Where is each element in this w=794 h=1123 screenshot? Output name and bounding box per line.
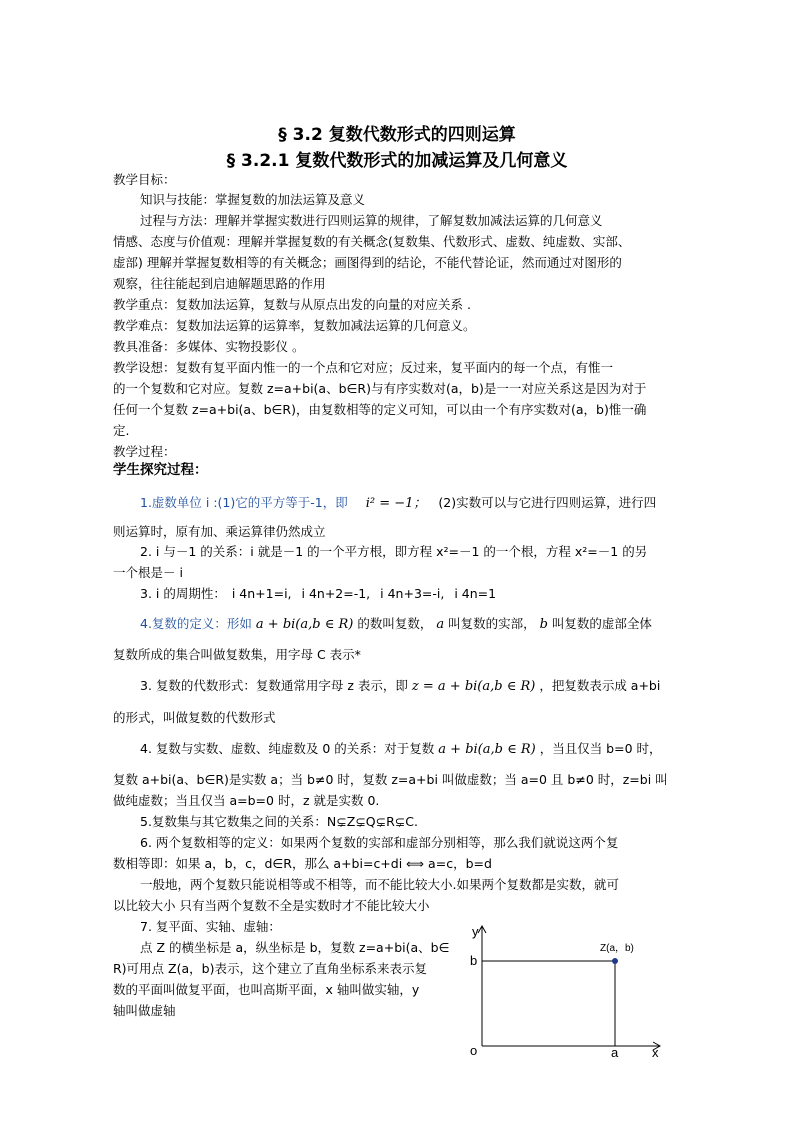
item-10-heading: 7. 复平面、实轴、虚轴： xyxy=(140,919,281,934)
process-heading: 教学过程： xyxy=(113,444,176,459)
item-11-line-1: 点 Z 的横坐标是 a，纵坐标是 b，复数 z=a+bi(a、b∈ xyxy=(140,940,450,955)
point-z-label: Z(a，b) xyxy=(600,943,634,954)
y-axis-label: y xyxy=(472,924,479,939)
item-9-line-1: 一般地，两个复数只能说相等或不相等，而不能比较大小.如果两个复数都是实数，就可 xyxy=(140,877,619,892)
item-1-text-b: (2)实数可以与它进行四则运算，进行四 xyxy=(438,495,657,510)
goal-process: 过程与方法：理解并掌握实数进行四则运算的规律，了解复数加减法运算的几何意义 xyxy=(140,213,603,228)
item-4-line-1 xyxy=(140,616,652,633)
difficulty: 教学难点：复数加法运算的运算率，复数加减法运算的几何意义。 xyxy=(113,318,476,333)
item-6-text-a: 4. 复数与实数、虚数、纯虚数及 0 的关系：对于复数 xyxy=(140,741,435,756)
item-1-line-2: 则运算时，原有加、乘运算律仍然成立 xyxy=(113,524,326,539)
tools: 教具准备：多媒体、实物投影仪 。 xyxy=(113,339,305,354)
item-6-line-2: 复数 a+bi(a、b∈R)是实数 a；当 b≠0 时，复数 z=a+bi 叫做虚数；当 a=0 且 b≠0 时，z=bi 叫 xyxy=(113,772,668,787)
item-11-line-3: 数的平面叫做复平面，也叫高斯平面，x 轴叫做实轴，y xyxy=(113,982,420,997)
item-7-sets: 5.复数集与其它数集之间的关系：N⊊Z⊊Q⊊R⊊C. xyxy=(140,814,418,829)
periodicity-3: i 4n+3=-i, xyxy=(380,586,445,601)
item-6-line-1 xyxy=(140,741,662,758)
item-3-label: 3. i 的周期性： xyxy=(140,586,226,601)
item-5-text-a: 3. 复数的代数形式：复数通常用字母 z 表示，即 xyxy=(140,678,408,693)
item-1-text-a: 1.虚数单位 i :(1)它的平方等于-1，即 xyxy=(140,495,348,510)
item-6-text-b: ，当且仅当 b=0 时， xyxy=(539,741,662,756)
item-5-line-1 xyxy=(140,678,660,695)
item-6-line-3: 做纯虚数；当且仅当 a=b=0 时，z 就是实数 0. xyxy=(113,793,380,808)
design-line-2: 的一个复数和它对应。复数 z=a+bi(a、b∈R)与有序实数对(a，b)是一一对应关系这是因为对于 xyxy=(113,381,647,396)
a-label: a xyxy=(611,1045,619,1060)
item-1-formula: i² = −1； xyxy=(365,496,427,511)
item-4-line-2: 复数所成的集合叫做复数集，用字母 C 表示* xyxy=(113,647,361,662)
item-2-line-2: 一个根是－ i xyxy=(113,565,183,580)
origin-label: o xyxy=(470,1043,478,1058)
item-2-line-1: 2. i 与－1 的关系：i 就是－1 的一个平方根，即方程 x²=－1 的一个根，方程 x²=－1 的另 xyxy=(140,544,648,559)
section-title: § 3.2 复数代数形式的四则运算 xyxy=(278,125,516,145)
point-z xyxy=(612,958,618,964)
goal-emotion-line-2: 虚部) 理解并掌握复数相等的有关概念；画图得到的结论，不能代替论证，然而通过对图形的 xyxy=(113,255,622,270)
item-5-formula: z = a + bi(a,b ∈ R) xyxy=(411,679,536,694)
item-8-line-2: 数相等即：如果 a，b，c，d∈R，那么 a+bi=c+di ⟺ a=c，b=d xyxy=(113,856,492,871)
item-4-text-a: 4.复数的定义：形如 xyxy=(140,616,252,631)
key-point: 教学重点：复数加法运算，复数与从原点出发的向量的对应关系 . xyxy=(113,297,471,312)
item-5-line-2: 的形式，叫做复数的代数形式 xyxy=(113,710,276,725)
item-4-text-f: 叫复数的虚部全体 xyxy=(551,616,652,631)
subsection-title: § 3.2.1 复数代数形式的加减运算及几何意义 xyxy=(226,151,568,171)
item-3-periodicity xyxy=(140,586,496,602)
item-4-imag-var: b xyxy=(539,617,548,632)
complex-plane-diagram xyxy=(460,922,680,1067)
item-5-text-b: ，把复数表示成 a+bi xyxy=(539,678,661,693)
item-8-line-1: 6. 两个复数相等的定义：如果两个复数的实部和虚部分别相等，那么我们就说这两个复 xyxy=(140,835,619,850)
periodicity-2: i 4n+2=-1, xyxy=(301,586,371,601)
item-1-line-1 xyxy=(140,495,656,512)
design-line-3: 任何一个复数 z=a+bi(a、b∈R)，由复数相等的定义可知，可以由一个有序实数对(a，b)惟一确 xyxy=(113,402,647,417)
item-4-text-d: 叫复数的实部， xyxy=(448,616,536,631)
item-11-line-2: R)可用点 Z(a，b)表示，这个建立了直角坐标系来表示复 xyxy=(113,961,427,976)
item-6-formula: a + bi(a,b ∈ R) xyxy=(438,742,536,757)
x-axis-label: x xyxy=(652,1045,659,1060)
item-9-line-2: 以比较大小 只有当两个复数不全是实数时才不能比较大小 xyxy=(113,898,430,913)
periodicity-4: i 4n=1 xyxy=(454,586,497,601)
design-line-4: 定. xyxy=(113,423,130,438)
student-heading: 学生探究过程： xyxy=(113,462,208,478)
goal-emotion-line-3: 观察，往往能起到启迪解题思路的作用 xyxy=(113,276,326,291)
periodicity-1: i 4n+1=i, xyxy=(231,586,292,601)
item-4-text-b: 的数叫复数， xyxy=(357,616,433,631)
item-4-formula: a + bi(a,b ∈ R) xyxy=(255,617,354,632)
design-line-1: 教学设想：复数有复平面内惟一的一个点和它对应；反过来，复平面内的每一个点，有惟一 xyxy=(113,360,614,375)
goal-knowledge: 知识与技能：掌握复数的加法运算及意义 xyxy=(140,192,366,207)
item-4-real-var: a xyxy=(436,617,445,632)
goals-heading: 教学目标： xyxy=(113,172,176,187)
b-label: b xyxy=(470,953,478,968)
item-11-line-4: 轴叫做虚轴 xyxy=(113,1003,176,1018)
goal-emotion-line-1: 情感、态度与价值观：理解并掌握复数的有关概念(复数集、代数形式、虚数、纯虚数、实部、 xyxy=(113,234,631,249)
